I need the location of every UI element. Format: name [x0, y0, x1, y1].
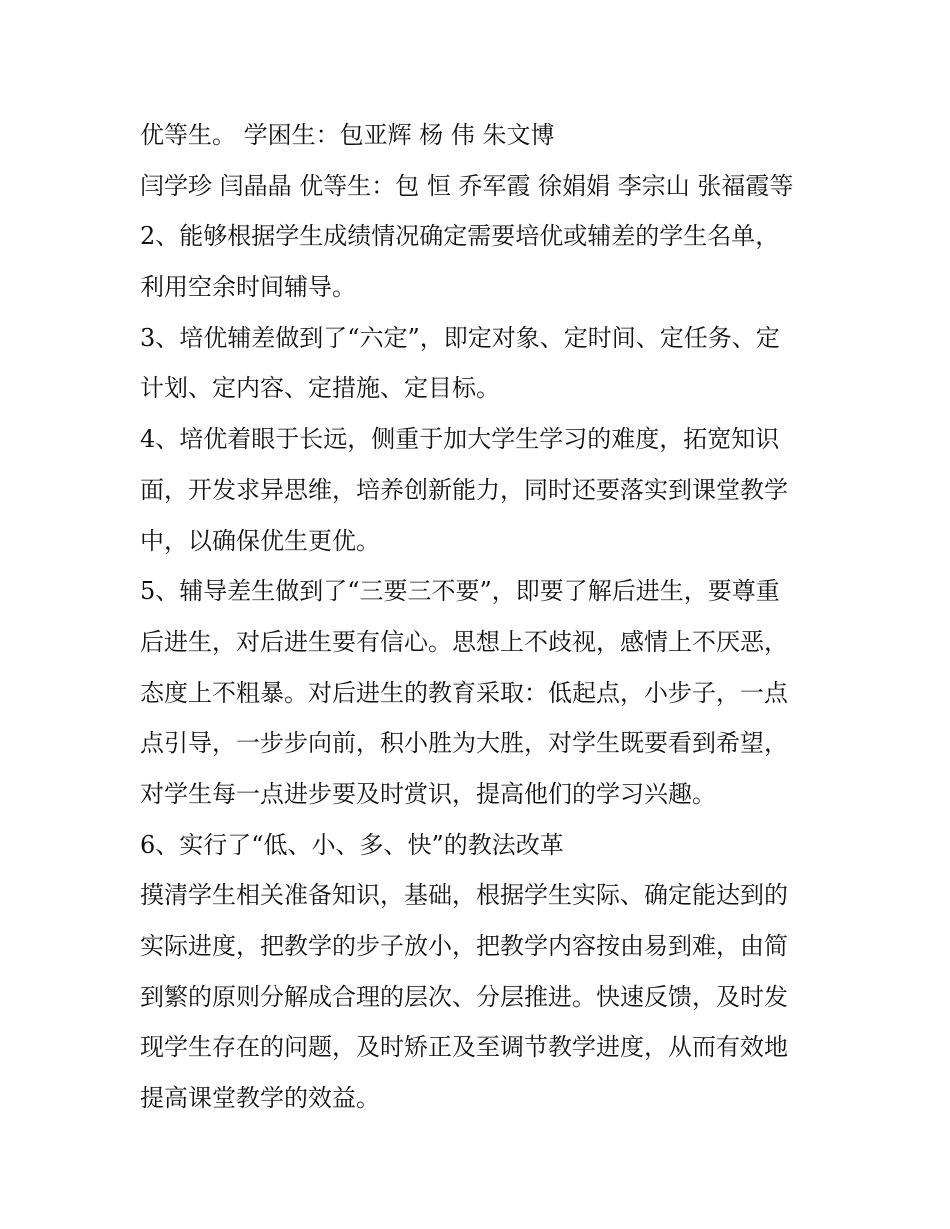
text-line: 面，开发求异思维，培养创新能力，同时还要落实到课堂教学 [140, 475, 788, 504]
text-line: 优等生。 学困生：包亚辉 杨 伟 朱文博 [140, 121, 555, 149]
text-line: 态度上不粗暴。对后进生的教育采取：低起点，小步子，一点 [140, 678, 788, 707]
text-line: 后进生，对后进生要有信心。思想上不歧视，感情上不厌恶， [140, 627, 788, 656]
text-line: 到繁的原则分解成合理的层次、分层推进。快速反馈，及时发 [140, 982, 788, 1011]
text-line: 现学生存在的问题，及时矫正及至调节教学进度，从而有效地 [140, 1033, 788, 1062]
text-line: 摸清学生相关准备知识，基础，根据学生实际、确定能达到的 [140, 881, 788, 910]
text-line: 实际进度，把教学的步子放小，把教学内容按由易到难，由简 [140, 932, 788, 960]
document-body [140, 110, 793, 1124]
text-line: 计划、定内容、定措施、定目标。 [140, 374, 500, 403]
text-line: 提高课堂教学的效益。 [140, 1084, 380, 1113]
text-line: 点引导，一步步向前，积小胜为大胜，对学生既要看到希望， [140, 729, 788, 758]
text-line: 4、培优着眼于长远，侧重于加大学生学习的难度，拓宽知识 [140, 425, 780, 454]
text-line: 中，以确保优生更优。 [140, 526, 380, 555]
text-line: 6、实行了“低、小、多、快”的教法改革 [140, 830, 564, 859]
text-line: 利用空余时间辅导。 [140, 273, 356, 302]
text-line: 对学生每一点进步要及时赏识，提高他们的学习兴趣。 [140, 779, 716, 808]
text-line: 2、能够根据学生成绩情况确定需要培优或辅差的学生名单， [140, 222, 780, 251]
text-line: 闫学珍 闫晶晶 优等生：包 恒 乔军霞 徐娟娟 李宗山 张福霞等 [140, 171, 794, 200]
text-line: 5、辅导差生做到了“三要三不要”，即要了解后进生，要尊重 [140, 577, 780, 606]
text-line: 3、培优辅差做到了“六定”，即定对象、定时间、定任务、定 [140, 323, 780, 352]
